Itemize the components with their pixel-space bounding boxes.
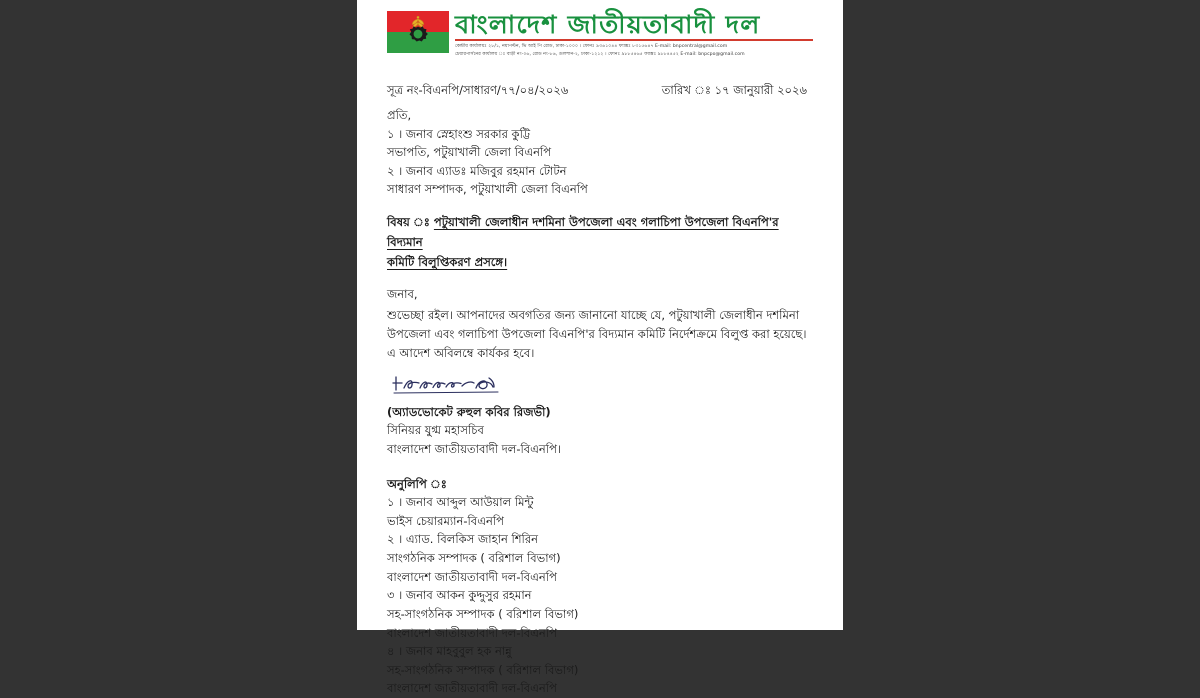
body-line-1: শুভেচ্ছা রইল। আপনাদের অবগতির জন্য জানানো যাচ্ছে যে, পটুয়াখালী জেলাধীন দশমিনা xyxy=(387,308,800,323)
copy-item xyxy=(387,530,813,549)
letter-date: তারিখ ঃ ১৭ জানুয়ারী ২০২৬ xyxy=(661,82,807,97)
body-line-2: উপজেলা এবং গলাচিপা উপজেলা বিএনপি'র বিদ্যমান কমিটি নির্দেশক্রমে বিলুপ্ত করা হয়েছে। xyxy=(387,326,807,341)
copy-organization: বাংলাদেশ জাতীয়তাবাদী দল-বিএনপি xyxy=(387,569,557,584)
signatory-organization: বাংলাদেশ জাতীয়তাবাদী দল-বিএনপি। xyxy=(387,441,561,456)
bnp-flag-sheaf-gear-logo xyxy=(387,11,449,53)
copy-designation: সাংগঠনিক সম্পাদক ( বরিশাল বিভাগ) xyxy=(387,551,561,566)
copy-number: ৩ । xyxy=(387,588,403,603)
body-line-3: এ আদেশ অবিলম্বে কার্যকর হবে। xyxy=(387,345,535,360)
letterhead xyxy=(387,6,813,60)
reference-date-row xyxy=(387,82,813,101)
recipient-item xyxy=(387,162,813,181)
letterhead-text xyxy=(455,11,813,60)
copy-number: ১ । xyxy=(387,495,403,510)
recipient-designation: সাধারণ সম্পাদক, পটুয়াখালী জেলা বিএনপি xyxy=(387,182,588,197)
copies-heading: অনুলিপি ঃ xyxy=(387,476,447,491)
subject-text-line-1: পটুয়াখালী জেলাধীন দশমিনা উপজেলা এবং গলাচিপা উপজেলা বিএনপি'র বিদ্যমান xyxy=(387,215,779,250)
letterhead-divider xyxy=(455,39,813,41)
reference-number: সূত্র নং-বিএনপি/সাধারণ/৭৭/০৪/২০২৬ xyxy=(387,82,569,97)
recipient-designation: সভাপতি, পটুয়াখালী জেলা বিএনপি xyxy=(387,145,552,160)
body-paragraph xyxy=(387,306,813,363)
chairperson-office-address: চেয়ারপার্সনের কার্যালয় ঃ বাড়ী নং-০৬, রোড নং-৮৬, গুলশান-২, ঢাকা-১২১২ । ফোনঃ ৯৮৮৫৪৬৫ ফ্যাক্সঃ ৯৮৮৪৪৫২ E-mail: bnpcpo@gmail.com xyxy=(455,52,745,58)
copy-designation: সহ-সাংগঠনিক সম্পাদক ( বরিশাল বিভাগ) xyxy=(387,606,579,621)
copy-organization: বাংলাদেশ জাতীয়তাবাদী দল-বিএনপি xyxy=(387,625,557,640)
handwritten-signature xyxy=(391,373,511,397)
central-office-address: কেন্দ্রীয় কার্যালয়ঃ ২৮/১, নয়াপল্টন, ভি আই পি রোড, ঢাকা-১০০০ । ফোনঃ ৯৩৬১০৪৪ ফ্যাক্সঃ ৮৩১৫৬৪৭ E-mail: bnpcentral@gmail.com xyxy=(455,44,728,49)
recipient-name: জনাব এ্যাডঃ মজিবুর রহমান টোটন xyxy=(405,163,567,178)
copy-designation: সহ-সাংগঠনিক সম্পাদক ( বরিশাল বিভাগ) xyxy=(387,662,579,677)
copy-name: এ্যাড. বিলকিস জাহান শিরিন xyxy=(405,532,539,547)
recipient-item xyxy=(387,125,813,144)
copy-name: জনাব আব্দুল আউয়াল মিন্টু xyxy=(405,495,534,510)
copy-name: জনাব মাহবুবুল হক নান্নু xyxy=(405,644,512,659)
copy-name: জনাব আকন কুদ্দুসুর রহমান xyxy=(405,588,532,603)
copy-number: ২ । xyxy=(387,532,403,547)
letter-page xyxy=(357,0,843,696)
subject-label: বিষয় ঃ xyxy=(387,215,434,230)
copy-organization: বাংলাদেশ জাতীয়তাবাদী দল-বিএনপি xyxy=(387,681,557,696)
recipient-label: প্রতি, xyxy=(387,107,412,122)
signature-block xyxy=(387,373,813,459)
copy-item xyxy=(387,586,813,605)
signatory-name: (অ্যাডভোকেট রুহুল কবির রিজভী) xyxy=(387,404,551,419)
recipient-number: ২ । xyxy=(387,163,403,178)
recipient-name: জনাব স্নেহাংশু সরকার কুট্টি xyxy=(405,126,531,141)
organization-name: বাংলাদেশ জাতীয়তাবাদী দল xyxy=(455,10,761,39)
salutation: জনাব, xyxy=(387,287,418,302)
recipient-number: ১ । xyxy=(387,126,403,141)
subject-block xyxy=(387,212,813,272)
signatory-designation: সিনিয়র যুগ্ম মহাসচিব xyxy=(387,423,484,438)
recipient-list xyxy=(387,125,813,200)
copy-designation: ভাইস চেয়ারম্যান-বিএনপি xyxy=(387,513,504,528)
copy-number: ৪ । xyxy=(387,644,403,659)
copy-item xyxy=(387,493,813,512)
copy-item xyxy=(387,642,813,661)
copies-block xyxy=(387,475,813,698)
subject-text-line-2: কমিটি বিলুপ্তিকরণ প্রসঙ্গে। xyxy=(387,255,508,270)
